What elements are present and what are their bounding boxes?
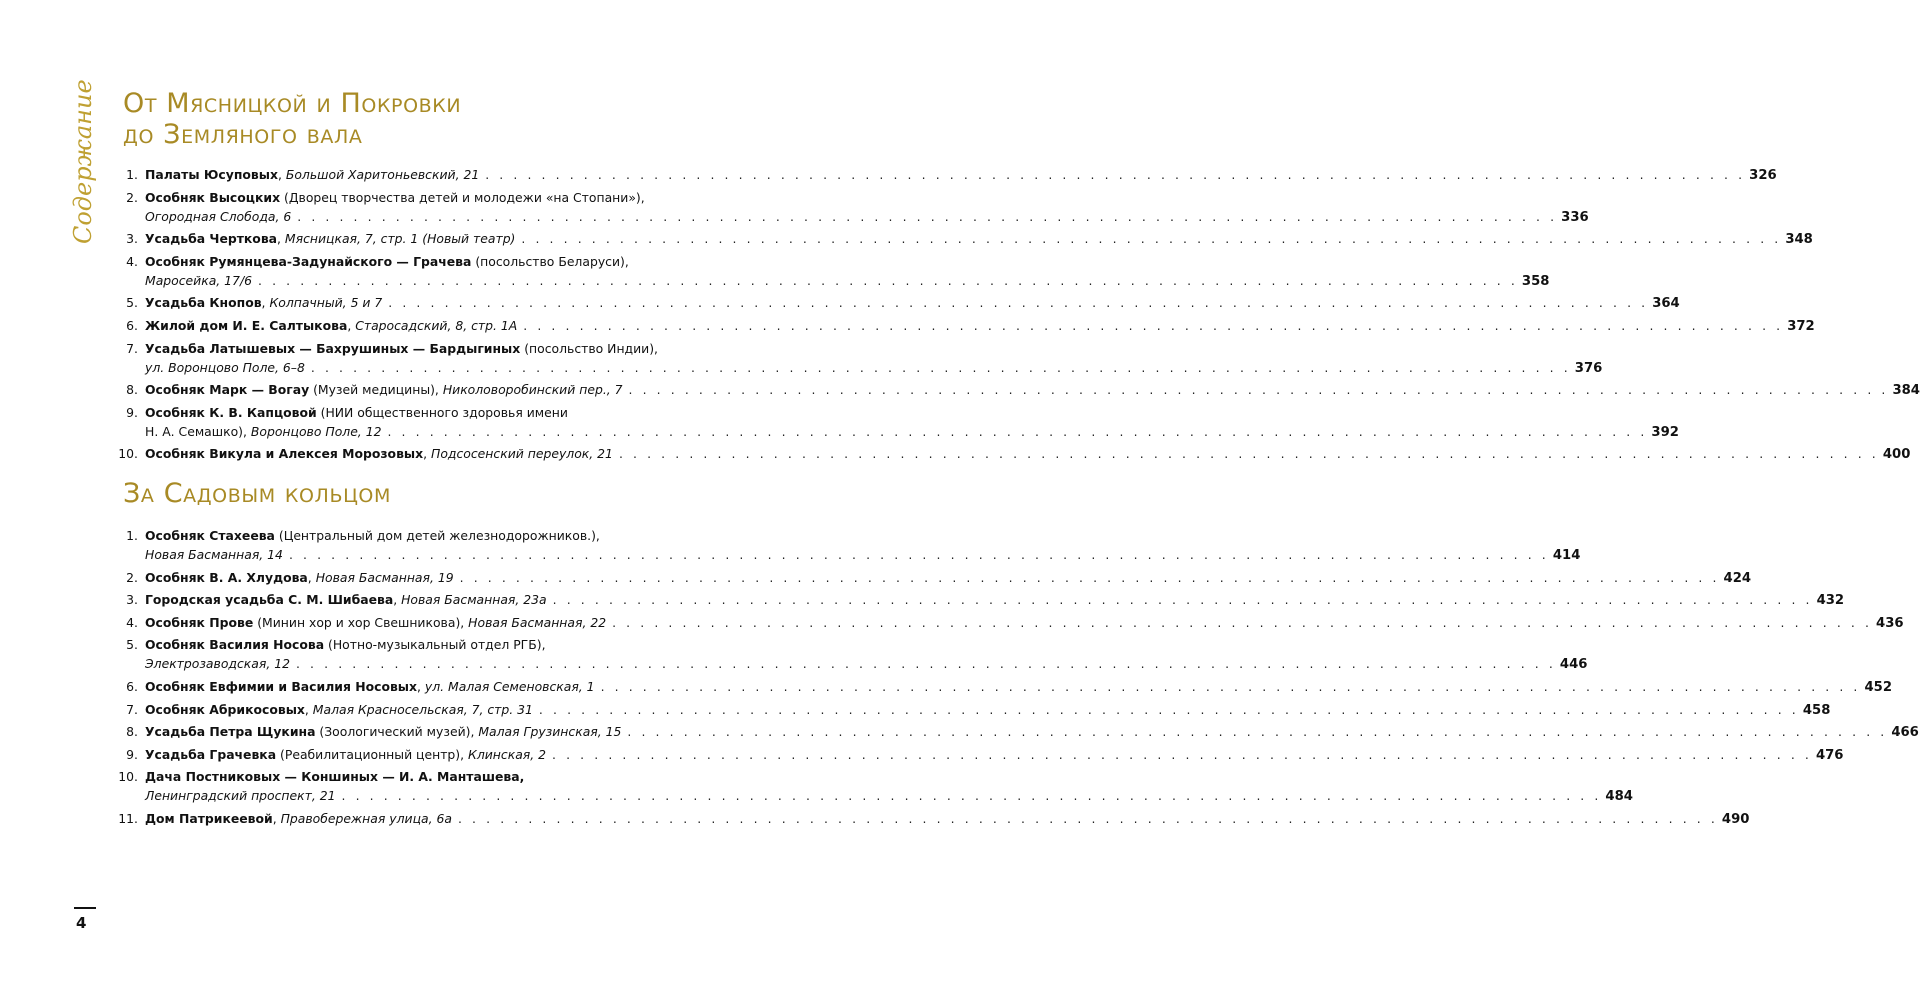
toc-entry — [123, 316, 1815, 336]
entry-address: Новая Басманная, 22 — [468, 614, 607, 630]
table-of-contents — [118, 88, 1920, 827]
entry-lead — [145, 786, 336, 805]
entry-lead — [145, 380, 623, 399]
leader-dots — [533, 700, 1799, 719]
entry-page-number: 490 — [1721, 811, 1750, 827]
entry-title: Усадьба Петра Щукина — [145, 724, 316, 740]
entry-body — [145, 444, 1911, 464]
entry-title: Особняк Прове — [145, 614, 254, 630]
section-title-line: до Земляного вала — [123, 119, 363, 150]
entry-line — [145, 635, 719, 654]
entry-page-number: 446 — [1559, 657, 1588, 673]
entry-number: 5. — [126, 295, 138, 311]
entry-page-number: 476 — [1815, 747, 1844, 763]
entry-title: Жилой дом И. Е. Салтыкова — [145, 317, 348, 333]
entry-title: Особняк Высоцких — [145, 189, 281, 205]
entry-address: Новая Басманная, 14 — [145, 547, 283, 562]
entry-lead: Усадьба Черткова, Мясницкая, 7, стр. 1 (Новый театр) — [145, 231, 516, 247]
entry-note: (Реабилитационный центр), — [276, 746, 465, 762]
toc-entry — [123, 745, 1844, 765]
entry-address: Большой Харитоньевский, 21 — [285, 167, 480, 182]
entry-lead: Усадьба Кнопов, Колпачный, 5 и 7 — [145, 295, 383, 311]
entry-note: (посольство Беларуси), — [471, 253, 629, 269]
leader-dots — [621, 722, 1887, 741]
entry-number: 8. — [126, 724, 138, 740]
entry-page-number: 432 — [1816, 593, 1845, 609]
entry-address: Мясницкая, 7, стр. 1 (Новый театр) — [284, 231, 516, 247]
entry-body — [145, 568, 1752, 588]
entry-body — [145, 380, 1920, 400]
leader-dots — [382, 293, 1648, 312]
toc-entry — [123, 339, 1603, 378]
entry-body — [145, 293, 1680, 313]
entry-line — [145, 252, 719, 271]
toc-entry — [123, 568, 1752, 588]
entry-number: 3. — [126, 592, 138, 608]
entry-line — [145, 722, 1919, 742]
toc-entry — [123, 403, 1679, 442]
entry-body — [145, 613, 1904, 633]
entry-title: Особняк Василия Носова — [145, 637, 325, 653]
leader-dots — [547, 590, 1813, 609]
entry-line — [145, 339, 719, 358]
entry-line — [145, 613, 1904, 633]
entry-body — [145, 767, 1633, 806]
entry-address: Воронцово Поле, 12 — [250, 423, 382, 439]
leader-dots — [336, 786, 1602, 805]
entry-lead — [145, 745, 546, 764]
entry-note: (Зоологический музей), — [315, 724, 475, 740]
entry-lead: Особняк В. А. Хлудова, Новая Басманная, 19 — [145, 569, 454, 585]
entry-body — [145, 635, 1588, 674]
entry-body — [145, 590, 1845, 610]
entry-number: 2. — [126, 569, 138, 585]
entry-page-number: 384 — [1892, 383, 1920, 399]
entry-body — [145, 745, 1844, 765]
entry-page-number: 436 — [1876, 615, 1904, 631]
leader-dots — [283, 545, 1549, 564]
leader-dots — [623, 380, 1889, 399]
entry-line — [145, 207, 1589, 227]
toc-entry — [123, 188, 1589, 227]
entry-body — [145, 165, 1777, 185]
entry-lead — [145, 358, 305, 377]
entry-body — [145, 722, 1919, 742]
entry-page-number: 372 — [1787, 318, 1815, 334]
toc-entry — [123, 229, 1813, 249]
entry-page-number: 392 — [1651, 424, 1679, 440]
entry-address: Правобережная улица, 6а — [280, 810, 452, 826]
entry-line — [145, 358, 1603, 378]
entry-body — [145, 229, 1813, 249]
entry-line — [145, 422, 1679, 442]
entry-address: Старосадский, 8, стр. 1А — [355, 317, 518, 333]
leader-dots — [452, 809, 1718, 828]
entry-lead: Особняк Абрикосовых, Малая Красносельская, 7, стр. 31 — [145, 701, 533, 717]
entry-number: 3. — [126, 231, 138, 247]
section-title — [123, 478, 719, 509]
leader-dots — [454, 568, 1720, 587]
leader-dots — [479, 165, 1745, 184]
entry-address: Подсосенский переулок, 21 — [431, 446, 613, 462]
entry-line — [145, 654, 1588, 674]
entry-note: (НИИ общественного здоровья имени — [316, 404, 568, 420]
entry-line — [145, 444, 1911, 464]
entry-note: (Центральный дом детей железнодорожников.), — [274, 528, 600, 543]
leader-dots — [381, 422, 1647, 441]
entry-line — [145, 165, 1777, 185]
entry-number: 7. — [126, 701, 138, 717]
entry-page-number: 348 — [1785, 232, 1813, 248]
entry-number: 4. — [126, 614, 138, 630]
leader-dots — [290, 654, 1556, 673]
entry-line — [145, 403, 719, 422]
entry-page-number: 336 — [1561, 209, 1589, 225]
entry-address: Новая Басманная, 19 — [315, 569, 454, 585]
toc-entry — [123, 380, 1920, 400]
folio-rule — [74, 907, 96, 909]
toc-list — [118, 165, 1920, 464]
entry-note: (Музей медицины), — [309, 382, 439, 398]
toc-entry — [123, 635, 1588, 674]
entry-lead — [145, 271, 252, 290]
entry-lead — [145, 654, 290, 673]
entry-line — [145, 229, 1813, 249]
entry-note: (Минин хор и хор Свешникова), — [253, 614, 465, 630]
entry-title: Особняк Викула и Алексея Морозовых — [145, 446, 424, 462]
entry-line — [145, 809, 1750, 829]
entry-title: Усадьба Черткова — [145, 231, 278, 247]
entry-number: 7. — [126, 340, 138, 356]
entry-title: Усадьба Грачевка — [145, 746, 277, 762]
entry-number: 9. — [126, 746, 138, 762]
entry-line — [145, 316, 1815, 336]
entry-address: Клинская, 2 — [468, 746, 547, 762]
entry-lead — [145, 207, 291, 226]
entry-address: Колпачный, 5 и 7 — [269, 295, 383, 311]
entry-title: Особняк Стахеева — [145, 528, 275, 543]
entry-title: Особняк К. В. Капцовой — [145, 404, 317, 420]
entry-body — [145, 809, 1750, 829]
entry-number: 6. — [126, 317, 138, 333]
toc-entry — [118, 444, 1911, 464]
entry-title: Особняк Евфимии и Василия Носовых — [145, 678, 418, 694]
entry-address: Малая Грузинская, 15 — [478, 724, 622, 740]
entry-lead — [145, 613, 606, 632]
entry-address: Малая Красносельская, 7, стр. 31 — [312, 701, 533, 717]
entry-page-number: 364 — [1652, 296, 1680, 312]
entry-note: (посольство Индии), — [520, 340, 658, 356]
toc-list — [118, 526, 1919, 829]
entry-line — [145, 568, 1752, 588]
entry-title: Усадьба Латышевых — Бахрушиных — Бардыгиных — [145, 340, 521, 356]
toc-entry — [123, 165, 1777, 185]
leader-dots — [291, 207, 1557, 226]
entry-title: Особняк Марк — Вогау — [145, 382, 310, 398]
side-label-text: Содержание — [69, 79, 97, 244]
leader-dots — [613, 444, 1879, 463]
toc-entry — [123, 700, 1831, 720]
entry-title: Особняк Румянцева-Задунайского — Грачева — [145, 253, 472, 269]
entry-page-number: 424 — [1723, 570, 1752, 586]
leader-dots — [517, 316, 1783, 335]
entry-page-number: 376 — [1574, 360, 1603, 376]
entry-page-number: 414 — [1552, 548, 1581, 563]
toc-entry — [123, 677, 1893, 697]
entry-page-number: 326 — [1749, 168, 1777, 183]
entry-line — [145, 526, 719, 545]
toc-entry — [123, 590, 1845, 610]
entry-lead: Городская усадьба С. М. Шибаева, Новая Басманная, 23а — [145, 592, 547, 608]
toc-section — [118, 478, 1919, 832]
entry-page-number: 458 — [1802, 702, 1831, 718]
entry-address: ул. Воронцово Поле, 6–8 — [145, 359, 305, 375]
entry-page-number: 400 — [1882, 447, 1911, 463]
entry-number: 10. — [118, 769, 138, 785]
entry-line — [145, 545, 1581, 565]
section-side-label — [61, 79, 105, 246]
entry-number: 1. — [126, 167, 138, 182]
entry-body — [145, 316, 1815, 336]
section-title — [123, 88, 719, 150]
section-title-line: От Мясницкой и Покровки — [123, 88, 462, 119]
entry-line — [145, 677, 1893, 697]
entry-line — [145, 745, 1844, 765]
entry-body — [145, 526, 1581, 565]
entry-address: Ленинградский проспект, 21 — [145, 788, 336, 804]
entry-title: Дача Постниковых — Коншиных — И. А. Манташева, — [145, 769, 525, 785]
entry-body — [145, 677, 1893, 697]
entry-address: Огородная Слобода, 6 — [145, 208, 292, 224]
entry-lead: Палаты Юсуповых, Большой Харитоньевский, 21 — [145, 167, 480, 182]
leader-dots — [606, 613, 1872, 632]
entry-note: (Дворец творчества детей и молодежи «на Стопани»), — [280, 189, 645, 205]
entry-page-number: 466 — [1891, 725, 1919, 741]
entry-body — [145, 403, 1679, 442]
entry-line — [145, 293, 1680, 313]
entry-number: 6. — [126, 678, 138, 694]
entry-note: (Нотно-музыкальный отдел РГБ), — [324, 637, 546, 653]
leader-dots — [252, 271, 1518, 290]
entry-page-number: 484 — [1605, 789, 1633, 805]
entry-number: 1. — [126, 528, 138, 543]
leader-dots — [595, 677, 1861, 696]
entry-line — [145, 700, 1831, 720]
entry-line — [145, 786, 1633, 806]
entry-number: 8. — [126, 382, 138, 398]
entry-address: Маросейка, 17/6 — [145, 272, 252, 288]
leader-dots — [305, 358, 1571, 377]
entry-title: Палаты Юсуповых — [145, 167, 278, 182]
entry-line — [145, 590, 1845, 610]
entry-number: 2. — [126, 189, 138, 205]
entry-page-number: 358 — [1521, 273, 1550, 289]
page-number: 4 — [76, 914, 87, 932]
entry-title: Особняк Абрикосовых — [145, 701, 305, 717]
entry-lead: Жилой дом И. Е. Салтыкова, Старосадский, 8, стр. 1А — [145, 317, 518, 333]
toc-entry — [123, 613, 1904, 633]
toc-entry — [118, 809, 1750, 829]
toc-entry — [123, 526, 1581, 565]
toc-entry — [123, 722, 1919, 742]
entry-line — [145, 271, 1550, 291]
toc-entry — [123, 293, 1680, 313]
entry-page-number: 452 — [1864, 679, 1893, 695]
entry-lead — [145, 722, 621, 741]
entry-title: Усадьба Кнопов — [145, 295, 262, 311]
entry-line — [145, 767, 719, 786]
entry-lead — [145, 545, 283, 564]
entry-lead: Особняк Евфимии и Василия Носовых, ул. Малая Семеновская, 1 — [145, 678, 595, 694]
leader-dots — [515, 229, 1781, 248]
entry-lead: Дом Патрикеевой, Правобережная улица, 6а — [145, 810, 452, 826]
entry-number: 5. — [126, 637, 138, 653]
entry-line — [145, 188, 719, 207]
toc-section — [118, 88, 1920, 464]
toc-entry — [118, 767, 1633, 806]
section-title-line: За Садовым кольцом — [123, 478, 391, 509]
entry-line — [145, 380, 1920, 400]
entry-number: 10. — [118, 446, 138, 462]
entry-title: Городская усадьба С. М. Шибаева — [145, 592, 394, 608]
entry-body — [145, 252, 1550, 291]
entry-number: 4. — [126, 253, 138, 269]
entry-body — [145, 700, 1831, 720]
entry-number: 9. — [126, 404, 138, 420]
entry-body — [145, 339, 1603, 378]
entry-address: Электрозаводская, 12 — [145, 656, 290, 672]
entry-address: ул. Малая Семеновская, 1 — [424, 678, 595, 694]
entry-body — [145, 188, 1589, 227]
entry-address: Николоворобинский пер., 7 — [442, 382, 623, 398]
leader-dots — [546, 745, 1812, 764]
entry-lead — [145, 422, 381, 441]
entry-title: Дом Патрикеевой — [145, 810, 273, 826]
entry-number: 11. — [118, 810, 138, 826]
entry-note: Н. А. Семашко), — [145, 423, 247, 439]
toc-entry — [123, 252, 1550, 291]
entry-title: Особняк В. А. Хлудова — [145, 569, 308, 585]
entry-lead: Особняк Викула и Алексея Морозовых, Подсосенский переулок, 21 — [145, 446, 613, 462]
entry-address: Новая Басманная, 23а — [401, 592, 547, 608]
